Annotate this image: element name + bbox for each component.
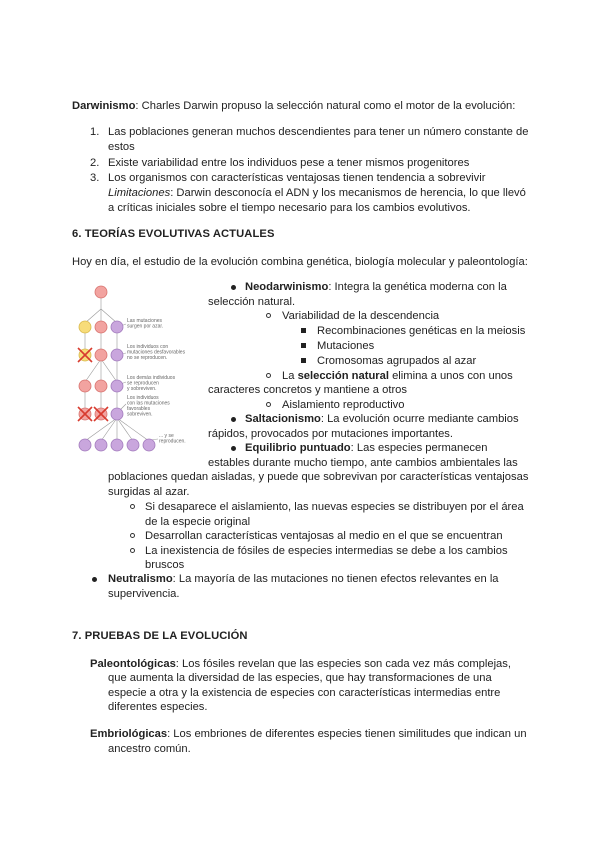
paleontologicas-term: Paleontológicas [90, 658, 176, 670]
equilibrio-text: surgidas al azar. [108, 486, 190, 498]
list-item-text: Las poblaciones generan muchos descendientes para tener un número constante de [108, 126, 529, 138]
saltacionismo-term: Saltacionismo [245, 413, 321, 425]
seleccion-pre: La [282, 370, 298, 382]
variabilidad-subitem: Recombinaciones genéticas en la meiosis [317, 325, 526, 337]
paleontologicas-text: que aumenta la diversidad de las especies, que hay transformaciones de una [108, 672, 492, 684]
neutralismo-term: Neutralismo [108, 573, 173, 585]
neutralismo-text: supervivencia. [108, 588, 180, 600]
equilibrio-text: : Las especies permanecen [350, 442, 488, 454]
saltacionismo-text: rápidos, provocados por mutaciones importantes. [208, 428, 454, 440]
darwin-paragraph [72, 99, 515, 113]
equilibrio-term: Equilibrio puntuado [245, 442, 351, 454]
paleontologicas-text: : Los fósiles revelan que las especies son cada vez más complejas, [175, 658, 511, 670]
organism-circle [95, 349, 107, 361]
equilibrio-subitem: Si desaparece el aislamiento, las nuevas especies se distribuyen por el área [145, 501, 524, 513]
section-6-intro: Hoy en día, el estudio de la evolución combina genética, biología molecular y paleontología: [72, 256, 528, 268]
limitaciones-line [108, 186, 526, 200]
darwin-term: Darwinismo [72, 100, 136, 112]
square-bullet-icon [301, 328, 306, 333]
equilibrio-subitem: La inexistencia de fósiles de especies intermedias se debe a los cambios [145, 545, 508, 557]
paleontologicas-text: especie a otra y la existencia de especies con características intermedias entre [108, 687, 501, 699]
equilibrio-subitem: Desarrollan características ventajosas al medio en el que se encuentran [145, 530, 503, 542]
organism-circle [79, 321, 91, 333]
equilibrio-line [245, 441, 487, 455]
list-item-text: Existe variabilidad entre los individuos pese a tener mismos progenitores [108, 157, 470, 169]
saltacionismo-text: : La evolución ocurre mediante cambios [320, 413, 519, 425]
section-6-title: 6. TEORÍAS EVOLUTIVAS ACTUALES [72, 228, 275, 240]
equilibrio-subitem: bruscos [145, 559, 185, 571]
natural-selection-diagram [74, 284, 212, 456]
limitaciones-text: : Darwin desconocía el ADN y los mecanismos de herencia, lo que llevó [170, 187, 526, 199]
organism-circle [127, 439, 139, 451]
list-number: 1. [90, 126, 100, 138]
variabilidad-item: Variabilidad de la descendencia [282, 310, 440, 322]
limitaciones-text: a críticas iniciales sobre el tiempo necesario para los cambios evolutivos. [108, 202, 471, 214]
neodarwinismo-term: Neodarwinismo [245, 281, 329, 293]
organism-circle [143, 439, 155, 451]
bullet-icon [92, 577, 97, 582]
paleontologicas-line [90, 657, 511, 671]
neutralismo-line [108, 572, 499, 586]
seleccion-natural-text: caracteres concretos y mantiene a otros [208, 384, 407, 396]
neodarwinismo-line [245, 280, 507, 294]
limitaciones-term: Limitaciones [108, 187, 171, 199]
organism-circle [95, 380, 107, 392]
circle-bullet-icon [266, 313, 271, 318]
section-7-title: 7. PRUEBAS DE LA EVOLUCIÓN [72, 630, 248, 642]
circle-bullet-icon [130, 533, 135, 538]
neodarwinismo-text: : Integra la genética moderna con la [328, 281, 507, 293]
variabilidad-subitem: Cromosomas agrupados al azar [317, 355, 477, 367]
aislamiento-item: Aislamiento reproductivo [282, 399, 405, 411]
seleccion-natural-line [282, 369, 513, 383]
list-number: 3. [90, 172, 100, 184]
bullet-icon [231, 446, 236, 451]
seleccion-term: selección natural [297, 370, 389, 382]
neodarwinismo-text: selección natural. [208, 296, 296, 308]
embriologicas-text: : Los embriones de diferentes especies tienen similitudes que indican un [167, 728, 527, 740]
diagram-label: Las mutaciones surgen por azar. [127, 318, 164, 330]
equilibrio-text: poblaciones quedan aisladas, y puede que sobrevivan por características ventajosas [108, 471, 529, 483]
variabilidad-subitem: Mutaciones [317, 340, 375, 352]
organism-circle [111, 349, 123, 361]
diagram-label: Los individuos con mutaciones desfavorables no se reproducen. [127, 344, 186, 361]
saltacionismo-line [245, 412, 519, 426]
paleontologicas-text: diferentes especies. [108, 701, 208, 713]
circle-bullet-icon [130, 548, 135, 553]
list-item-text: Los organismos con características ventajosas tienen tendencia a sobrevivir [108, 172, 486, 184]
seleccion-post: elimina a unos con unos [388, 370, 513, 382]
organism-circle [79, 439, 91, 451]
organism-circle [111, 439, 123, 451]
circle-bullet-icon [266, 402, 271, 407]
embriologicas-line [90, 727, 527, 741]
list-item-text: estos [108, 141, 135, 153]
organism-circle [95, 286, 107, 298]
list-number: 2. [90, 157, 100, 169]
diagram-label: Los demás individuos se reproducen y sobreviven. [127, 375, 176, 392]
circle-bullet-icon [130, 504, 135, 509]
circle-bullet-icon [266, 373, 271, 378]
organism-circle [111, 408, 123, 420]
equilibrio-text: estables durante mucho tiempo, ante cambios ambientales las [208, 457, 518, 469]
bullet-icon [231, 417, 236, 422]
equilibrio-subitem: de la especie original [145, 516, 251, 528]
embriologicas-term: Embriológicas [90, 728, 168, 740]
diagram-label: ... y se reproducen. [159, 433, 186, 445]
square-bullet-icon [301, 358, 306, 363]
organism-circle [95, 321, 107, 333]
bullet-icon [231, 285, 236, 290]
organism-circle [79, 380, 91, 392]
organism-circle [111, 380, 123, 392]
darwin-intro: : Charles Darwin propuso la selección natural como el motor de la evolución: [135, 100, 516, 112]
embriologicas-text: ancestro común. [108, 743, 191, 755]
square-bullet-icon [301, 343, 306, 348]
neutralismo-text: : La mayoría de las mutaciones no tienen efectos relevantes en la [172, 573, 499, 585]
organism-circle [111, 321, 123, 333]
organism-circle [95, 439, 107, 451]
diagram-label: Los individuos con las mutaciones favorables sobreviven. [127, 395, 170, 418]
